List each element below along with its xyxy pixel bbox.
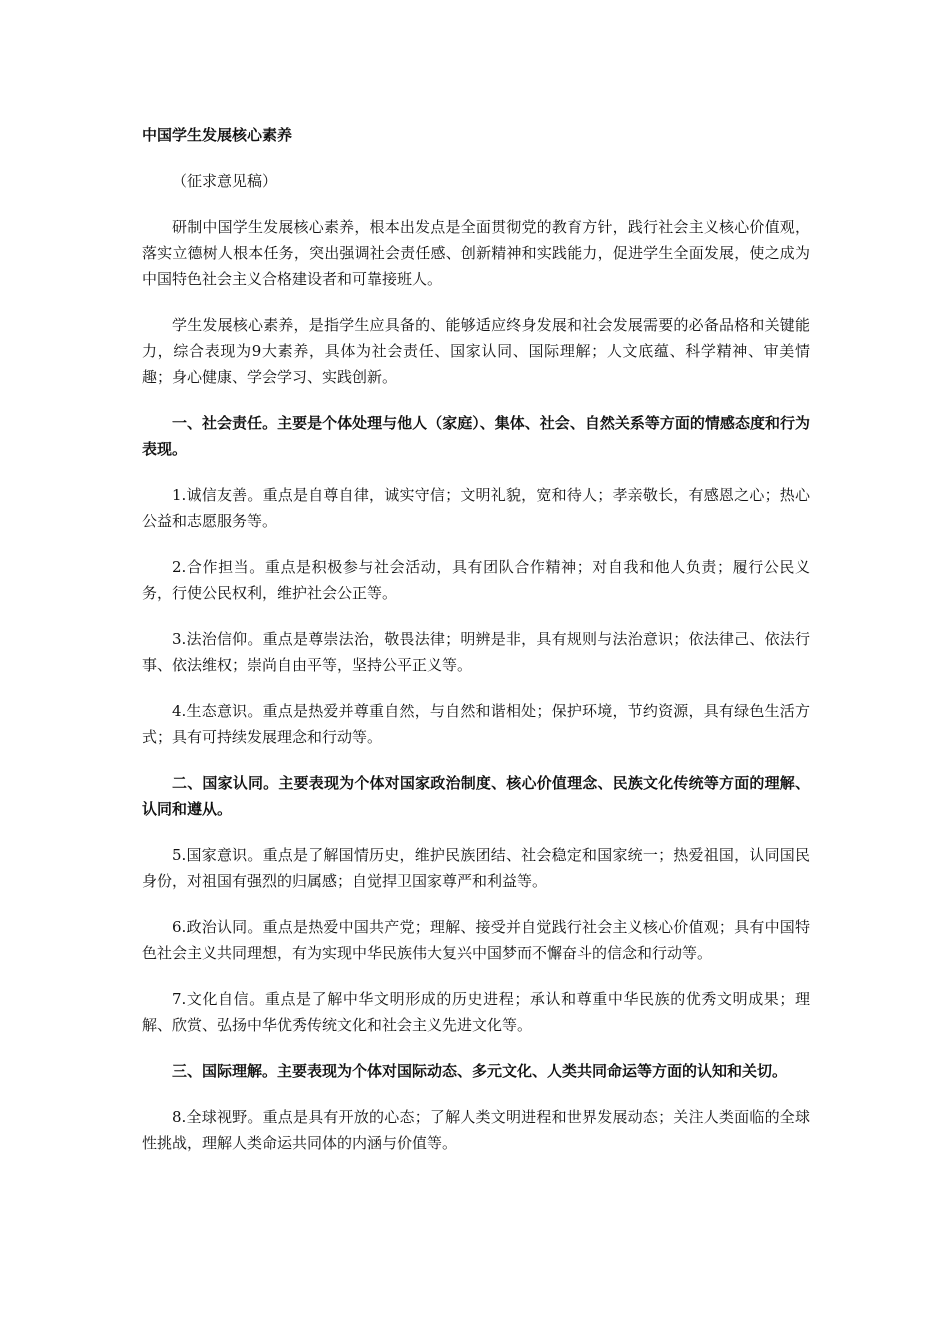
item-paragraph: 6.政治认同。重点是热爱中国共产党；理解、接受并自觉践行社会主义核心价值观；具有中国特色社会主义共同理想，有为实现中华民族伟大复兴中国梦而不懈奋斗的信念和行动等。 (142, 918, 810, 962)
item-paragraph: 5.国家意识。重点是了解国情历史，维护民族团结、社会稳定和国家统一；热爱祖国，认同国民身份，对祖国有强烈的归属感；自觉捍卫国家尊严和利益等。 (142, 846, 810, 890)
document-page (142, 122, 810, 1176)
item-paragraph: 7.文化自信。重点是了解中华文明形成的历史进程；承认和尊重中华民族的优秀文明成果；理解、欣赏、弘扬中华优秀传统文化和社会主义先进文化等。 (142, 990, 810, 1034)
section-heading-international-understanding: 三、国际理解。主要表现为个体对国际动态、多元文化、人类共同命运等方面的认知和关切。 (172, 1062, 788, 1080)
item-paragraph: 2.合作担当。重点是积极参与社会活动，具有团队合作精神；对自我和他人负责；履行公民义务，行使公民权利，维护社会公正等。 (142, 558, 810, 602)
item-paragraph: 4.生态意识。重点是热爱并尊重自然，与自然和谐相处；保护环境，节约资源，具有绿色生活方式；具有可持续发展理念和行动等。 (142, 702, 810, 746)
section-heading-social-responsibility: 一、社会责任。主要是个体处理与他人（家庭）、集体、社会、自然关系等方面的情感态度和行为表现。 (142, 414, 810, 458)
intro-paragraph: 研制中国学生发展核心素养，根本出发点是全面贯彻党的教育方针，践行社会主义核心价值观，落实立德树人根本任务，突出强调社会责任感、创新精神和实践能力，促进学生全面发展，使之成为中国特色社会主义合格建设者和可靠接班人。 (142, 218, 810, 288)
document-subtitle: （征求意见稿） (172, 172, 278, 190)
item-paragraph: 3.法治信仰。重点是尊崇法治，敬畏法律；明辨是非，具有规则与法治意识；依法律己、依法行事、依法维权；崇尚自由平等，坚持公平正义等。 (142, 630, 810, 674)
section-heading-national-identity: 二、国家认同。主要表现为个体对国家政治制度、核心价值理念、民族文化传统等方面的理解、认同和遵从。 (142, 774, 810, 818)
document-title: 中国学生发展核心素养 (142, 126, 293, 144)
definition-paragraph: 学生发展核心素养，是指学生应具备的、能够适应终身发展和社会发展需要的必备品格和关键能力，综合表现为9大素养，具体为社会责任、国家认同、国际理解；人文底蕴、科学精神、审美情趣；身心健康、学会学习、实践创新。 (142, 316, 810, 386)
item-paragraph: 8.全球视野。重点是具有开放的心态；了解人类文明进程和世界发展动态；关注人类面临的全球性挑战，理解人类命运共同体的内涵与价值等。 (142, 1108, 810, 1152)
item-paragraph: 1.诚信友善。重点是自尊自律，诚实守信；文明礼貌，宽和待人；孝亲敬长，有感恩之心；热心公益和志愿服务等。 (142, 486, 810, 530)
